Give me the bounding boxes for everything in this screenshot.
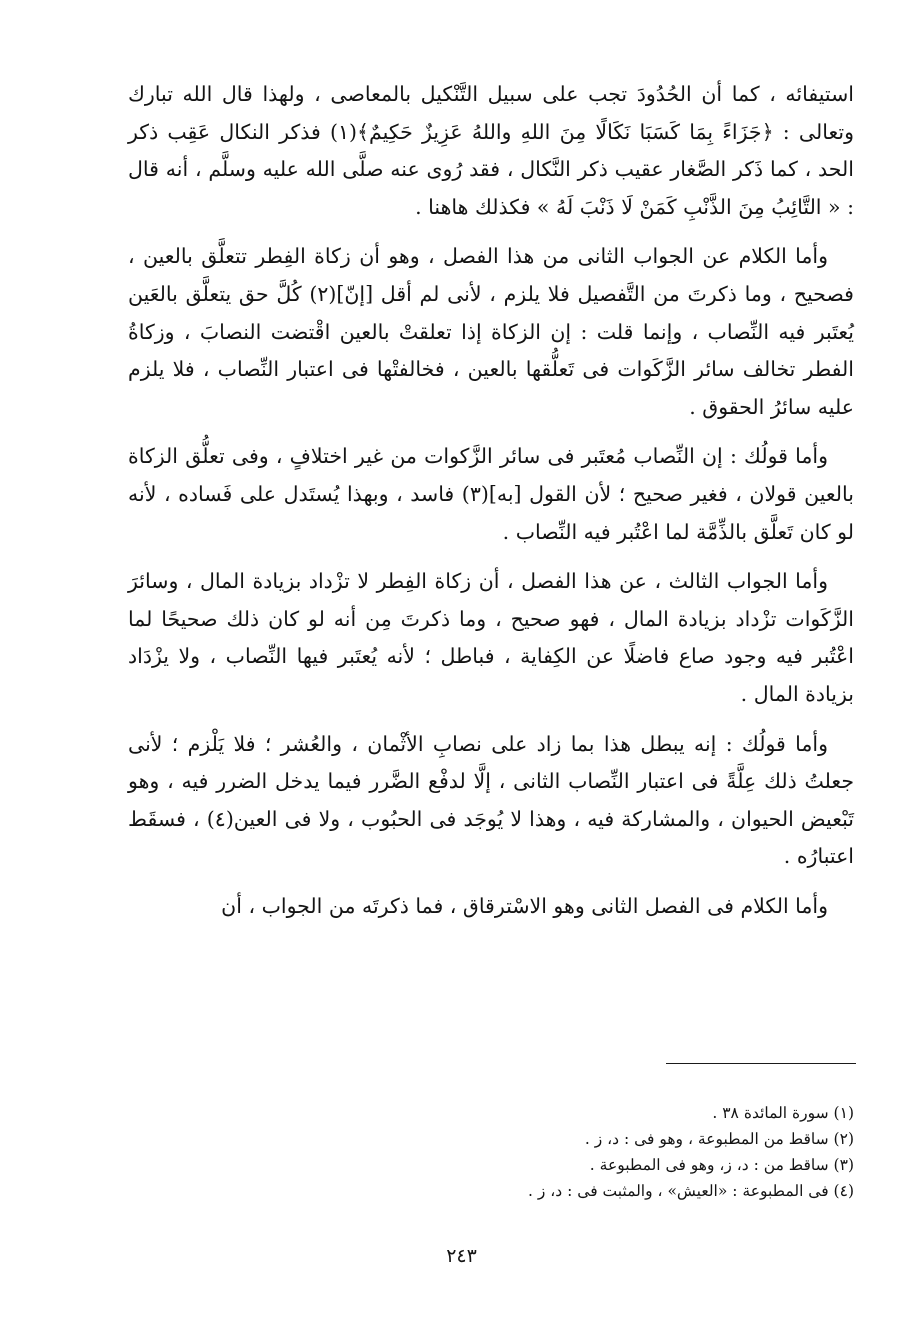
paragraph-5: وأما قولُك : إنه يبطل هذا بما زاد على نصابِ الأثْمان ، والعُشر ؛ فلا يَلْزم ؛ لأنى جعلتُ ذلك عِلَّةً فى اعتبار النِّصاب الثانى ، إلَّا لدفْع الضَّرر فيما يدخل الضرر فيه ، وهو تَبْعيض الحيوان ، والمشاركة فيه ، وهذا لا يُوجَد فى الحبُوب ، ولا فى العين(٤) ، فسقَط اعتبارُه . (128, 731, 854, 869)
paragraph-2: وأما الكلام عن الجواب الثانى من هذا الفصل ، وهو أن زكاة الفِطر تتعلَّق بالعين ، فصحيح ، وما ذكرتَ من التَّفصيل فلا يلزم ، لأنى لم أقل [إنّ](٢) كُلَّ حق يتعلَّق بالعَين يُعتَبر فيه النِّصاب ، وإنما قلت : إن الزكاة إذا تعلقتْ بالعين اقْتضت النصابَ ، وزكاةُ الفطر تخالف سائر الزَّكَوات فى تَعلُّقها بالعين ، فخالفتْها فى اعتبار النِّصاب ، فلا يلزم عليه سائرُ الحقوق . (128, 244, 854, 419)
paragraph-4: وأما الجواب الثالث ، عن هذا الفصل ، أن زكاة الفِطر لا تزْداد بزيادة المال ، وسائرَ الزَّكَوات تزْداد بزيادة المال ، فهو صحيح ، وما ذكرتَ مِن أنه لو كان ذلك صحيحًا لما اعْتُبر فيه وجود صاع فاضلًا عن الكِفاية ، فباطل ؛ لأنه يُعتَبر فيها النِّصاب ، ولا يزْدَاد بزيادة المال . (128, 569, 854, 706)
footnote-1: (١) سورة المائدة ٣٨ . (712, 1104, 854, 1122)
paragraph-1: استيفائه ، كما أن الحُدُودَ تجب على سبيل التَّنْكيل بالمعاصى ، ولهذا قال الله تبارك وتعالى : ﴿جَزَاءً بِمَا كَسَبَا نَكَالًا مِنَ اللهِ واللهُ عَزِيزٌ حَكِيمٌ﴾(١) فذكر النكال عَقِب ذكر الحد ، كما ذَكر الصَّغار عقيب ذكر النَّكال ، فقد رُوى عنه صلَّى الله عليه وسلَّم ، أنه قال : « التَّائِبُ مِنَ الذَّنْبِ كَمَنْ لَا ذَنْبَ لَهُ » فكذلك هاهنا . (128, 82, 854, 219)
footnote-2: (٢) ساقط من المطبوعة ، وهو فى : د، ز . (584, 1130, 854, 1148)
footnotes-block (200, 1100, 854, 1204)
footnote-separator (666, 1063, 856, 1064)
paragraph-3: وأما قولُك : إن النِّصاب مُعتَبر فى سائر الزَّكوات من غير اختلافٍ ، وفى تعلُّق الزكاة بالعين قولان ، فغير صحيح ؛ لأن القول [به](٣) فاسد ، وبهذا يُستَدل على فَساده ، لأنه لو كان تَعلَّق بالذِّمَّة لما اعْتُبر فيه النِّصاب . (128, 444, 854, 544)
paragraph-6: وأما الكلام فى الفصل الثانى وهو الاسْترقاق ، فما ذكرتَه من الجواب ، أن (221, 893, 828, 918)
footnote-4: (٤) فى المطبوعة : «العيش» ، والمثبت فى : د، ز . (528, 1182, 854, 1200)
footnote-3: (٣) ساقط من : د، ز، وهو فى المطبوعة . (589, 1156, 854, 1174)
page-number: ٢٤٣ (446, 1245, 477, 1267)
main-text-block (128, 76, 854, 937)
